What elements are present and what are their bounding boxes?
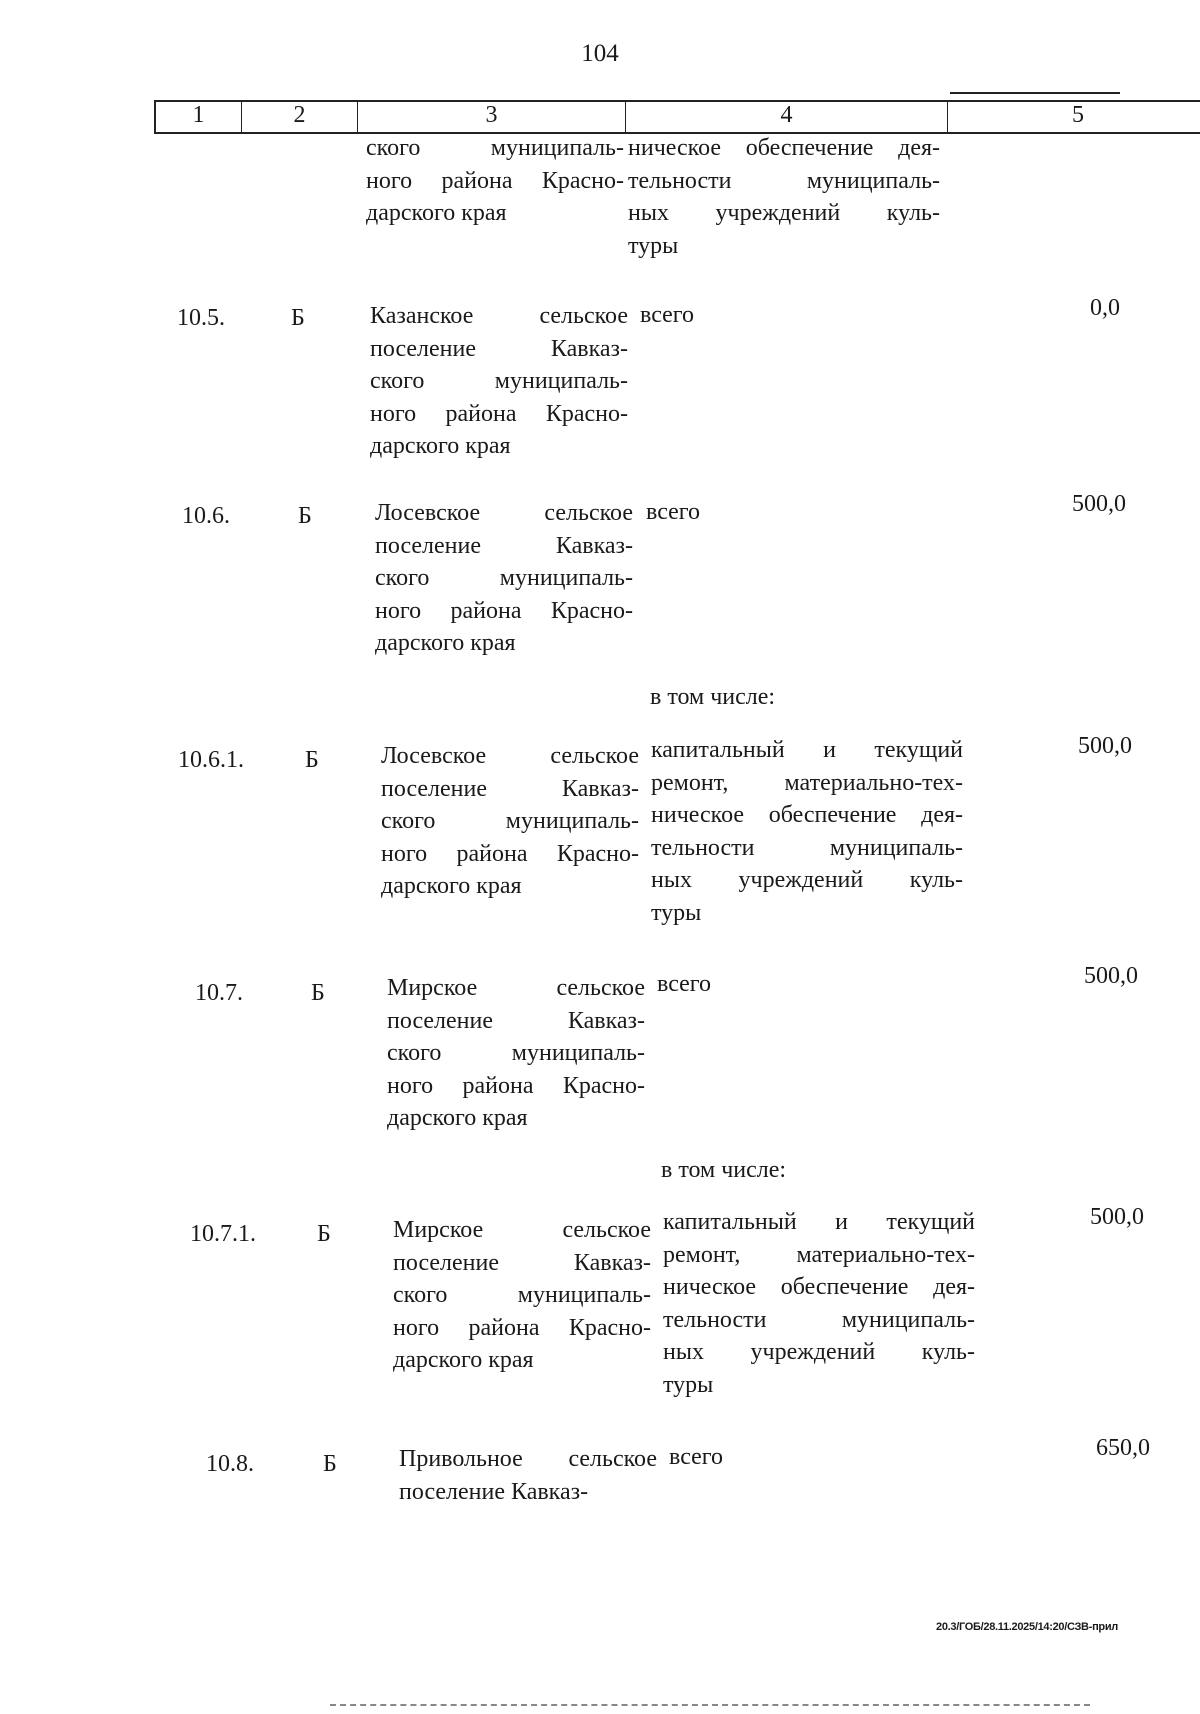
text-line: ническое обеспечение дея-	[663, 1274, 975, 1300]
text-line: поселение Кавказ-	[381, 775, 639, 802]
scan-line	[950, 92, 1120, 94]
row-name	[375, 497, 633, 660]
text-line: дарского края	[375, 630, 516, 656]
text-line: Казанское сельское	[370, 303, 628, 329]
row-description: всего	[640, 302, 695, 328]
text-line: поселение Кавказ-	[387, 1007, 645, 1034]
row-category: Б	[311, 980, 325, 1006]
text-line: туры	[663, 1371, 714, 1398]
text-line: Мирское сельское	[387, 975, 645, 1001]
text-line: туры	[651, 899, 702, 926]
text-line: ремонт, материально-тех-	[663, 1241, 975, 1268]
continuation-description	[628, 132, 940, 262]
header-col-1: 1	[156, 102, 242, 132]
text-line: дарского края	[393, 1347, 534, 1373]
scan-edge-line	[330, 1704, 1090, 1706]
row-amount: 0,0	[1090, 295, 1120, 321]
text-line: ского муниципаль-	[366, 135, 624, 161]
text-line: Лосевское сельское	[375, 500, 633, 526]
row-number: 10.5.	[177, 305, 225, 331]
page-number: 104	[581, 40, 619, 67]
text-line: ремонт, материально-тех-	[651, 769, 963, 796]
text-line: тельности муниципаль-	[651, 834, 963, 861]
row-name	[381, 740, 639, 903]
row-category: Б	[298, 503, 312, 529]
row-description	[663, 1206, 975, 1401]
row-category: Б	[305, 747, 319, 773]
row-amount: 500,0	[1090, 1204, 1144, 1230]
row-category: Б	[291, 305, 305, 331]
text-line: Мирское сельское	[393, 1217, 651, 1243]
text-line: ского муниципаль-	[381, 808, 639, 834]
row-description: всего	[669, 1444, 724, 1470]
subheading: в том числе:	[650, 684, 776, 710]
row-number: 10.8.	[206, 1451, 254, 1477]
text-line: поселение Кавказ-	[399, 1478, 589, 1505]
text-line: ническое обеспечение дея-	[628, 135, 940, 161]
text-line: Привольное сельское	[399, 1446, 657, 1472]
text-line: ного района Красно-	[387, 1072, 645, 1099]
row-description: всего	[646, 499, 701, 525]
row-name	[370, 300, 628, 463]
subheading: в том числе:	[661, 1157, 787, 1183]
row-number: 10.6.1.	[178, 747, 244, 773]
text-line: тельности муниципаль-	[663, 1306, 975, 1333]
continuation-name	[366, 132, 624, 230]
text-line: ного района Красно-	[393, 1314, 651, 1341]
row-name	[399, 1443, 657, 1508]
text-line: дарского края	[381, 873, 522, 899]
text-line: ского муниципаль-	[387, 1040, 645, 1066]
row-amount: 650,0	[1096, 1435, 1150, 1461]
row-number: 10.6.	[182, 503, 230, 529]
header-col-3: 3	[358, 102, 626, 132]
row-number: 10.7.	[195, 980, 243, 1006]
text-line: поселение Кавказ-	[393, 1249, 651, 1276]
text-line: дарского края	[366, 200, 507, 226]
document-code: 20.3/ГОБ/28.11.2025/14:20/СЗВ-прил	[936, 1621, 1118, 1633]
text-line: дарского края	[370, 433, 511, 459]
text-line: дарского края	[387, 1105, 528, 1131]
text-line: ническое обеспечение дея-	[651, 802, 963, 828]
text-line: капитальный и текущий	[663, 1209, 975, 1235]
text-line: ского муниципаль-	[370, 368, 628, 394]
row-amount: 500,0	[1072, 491, 1126, 517]
row-amount: 500,0	[1078, 733, 1132, 759]
text-line: капитальный и текущий	[651, 737, 963, 763]
text-line: ного района Красно-	[370, 400, 628, 427]
header-col-5: 5	[1072, 101, 1084, 128]
text-line: ного района Красно-	[375, 597, 633, 624]
row-description: всего	[657, 971, 712, 997]
row-category: Б	[323, 1451, 337, 1477]
row-amount: 500,0	[1084, 963, 1138, 989]
header-col-4: 4	[626, 102, 948, 132]
text-line: туры	[628, 232, 679, 259]
row-name	[393, 1214, 651, 1377]
row-number: 10.7.1.	[190, 1221, 256, 1247]
table-header	[154, 100, 1200, 134]
text-line: ского муниципаль-	[375, 565, 633, 591]
text-line: ского муниципаль-	[393, 1282, 651, 1308]
row-name	[387, 972, 645, 1135]
text-line: поселение Кавказ-	[370, 335, 628, 362]
row-category: Б	[317, 1221, 331, 1247]
text-line: ного района Красно-	[366, 167, 624, 194]
text-line: тельности муниципаль-	[628, 167, 940, 194]
header-col-2: 2	[242, 102, 358, 132]
text-line: ных учреждений куль-	[663, 1339, 975, 1365]
text-line: ного района Красно-	[381, 840, 639, 867]
text-line: ных учреждений куль-	[651, 867, 963, 893]
text-line: поселение Кавказ-	[375, 532, 633, 559]
text-line: Лосевское сельское	[381, 743, 639, 769]
text-line: ных учреждений куль-	[628, 200, 940, 226]
row-description	[651, 734, 963, 929]
